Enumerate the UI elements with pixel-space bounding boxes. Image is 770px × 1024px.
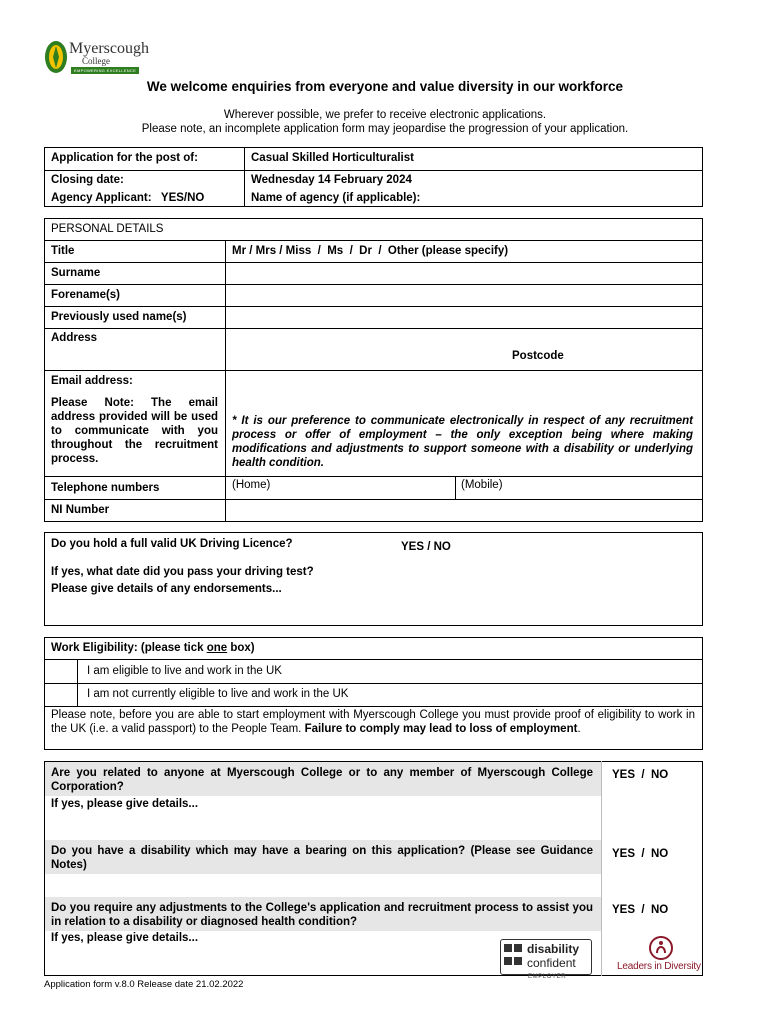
personal-details-heading: PERSONAL DETAILS [51,223,164,235]
forenames-label: Forename(s) [51,289,121,301]
intro-line-2: Please note, an incomplete application form may jeopardise the progression of your application. [141,123,629,135]
disability-answer[interactable]: YES / NO [612,848,669,860]
logo-tagline: EMPOWERING EXCELLENCE [71,67,139,74]
not-eligible-option-label: I am not currently eligible to live and work in the UK [87,688,349,700]
intro-line-1: Wherever possible, we prefer to receive electronic applications. [223,109,547,121]
eligible-checkbox[interactable] [44,659,78,684]
disability-question: Do you have a disability which may have a bearing on this application? (Please see Guidance Notes) [51,845,593,871]
previous-names-field[interactable] [226,307,702,328]
dc-word-2: confident [527,956,576,970]
adjustments-details-prompt: If yes, please give details... [51,932,199,944]
related-details-prompt: If yes, please give details... [51,798,199,810]
dc-word-3: EMPLOYER [528,974,567,980]
eligibility-note: Please note, before you are able to start employment with Myerscough College you must provide proof of eligibility to work in the UK (i.e. a valid passport) to the People Team. Failure to comply may lead to loss of employment. [51,709,695,735]
logo-name: Myerscough [69,40,149,57]
driving-licence-answer[interactable]: YES / NO [401,541,451,553]
leaders-in-diversity-badge [614,936,708,976]
not-eligible-checkbox[interactable] [44,683,78,707]
lid-text: Leaders in Diversity [617,961,701,972]
forenames-field[interactable] [226,285,702,306]
email-field[interactable] [226,371,702,411]
surname-label: Surname [51,267,101,279]
mobile-phone-label[interactable]: (Mobile) [461,479,503,491]
work-eligibility-heading: Work Eligibility: (please tick one box) [51,642,255,654]
related-answer[interactable]: YES / NO [612,769,669,781]
driving-test-date-question: If yes, what date did you pass your driving test? [51,566,314,578]
form-version-footer: Application form v.8.0 Release date 21.02.2022 [44,979,244,990]
agency-applicant-label[interactable]: Agency Applicant: YES/NO [51,192,205,204]
title-options[interactable]: Mr / Mrs / Miss / Ms / Dr / Other (please specify) [232,245,509,257]
email-preference-note: * It is our preference to communicate electronically in respect of any recruitment process or offer of employment – the only exception being where making modifications and adjustments to support someone with a disability or underlying health condition. [232,415,693,469]
agency-name-label[interactable]: Name of agency (if applicable): [251,192,421,204]
address-label: Address [51,332,98,344]
logo-sub: College [82,56,110,66]
title-label: Title [51,245,75,257]
headline: We welcome enquiries from everyone and value diversity in our workforce [146,79,624,94]
email-label: Email address: [51,375,133,387]
dc-word-1: disability [527,942,580,956]
leaders-in-diversity-icon [648,936,674,960]
related-question: Are you related to anyone at Myerscough College or to any member of Myerscough College Corporation? [51,767,593,793]
email-note: Please Note: The email address provided will be used to communicate with you throughout the recruitment process. [51,397,218,465]
ni-number-label: NI Number [51,504,110,516]
post-label: Application for the post of: [51,152,198,164]
disability-confident-icon [504,944,522,970]
ni-number-field[interactable] [226,500,702,521]
post-value: Casual Skilled Horticulturalist [251,152,414,164]
college-logo [44,40,152,76]
surname-field[interactable] [226,263,702,284]
endorsements-question: Please give details of any endorsements... [51,583,282,595]
closing-date-label: Closing date: [51,174,124,186]
eligible-option-label: I am eligible to live and work in the UK [87,665,282,677]
disability-confident-badge [500,939,592,981]
adjustments-question: Do you require any adjustments to the College's application and recruitment process to assist you in relation to a disability or diagnosed health condition? [51,902,593,928]
closing-date-value: Wednesday 14 February 2024 [251,174,412,186]
previous-names-label: Previously used name(s) [51,311,187,323]
logo-crest-icon [44,40,68,74]
address-field[interactable] [226,329,702,370]
telephone-label: Telephone numbers [51,482,160,494]
postcode-label: Postcode [512,350,564,362]
home-phone-label[interactable]: (Home) [232,479,271,491]
driving-licence-question: Do you hold a full valid UK Driving Licence? [51,538,293,550]
adjustments-answer[interactable]: YES / NO [612,904,669,916]
